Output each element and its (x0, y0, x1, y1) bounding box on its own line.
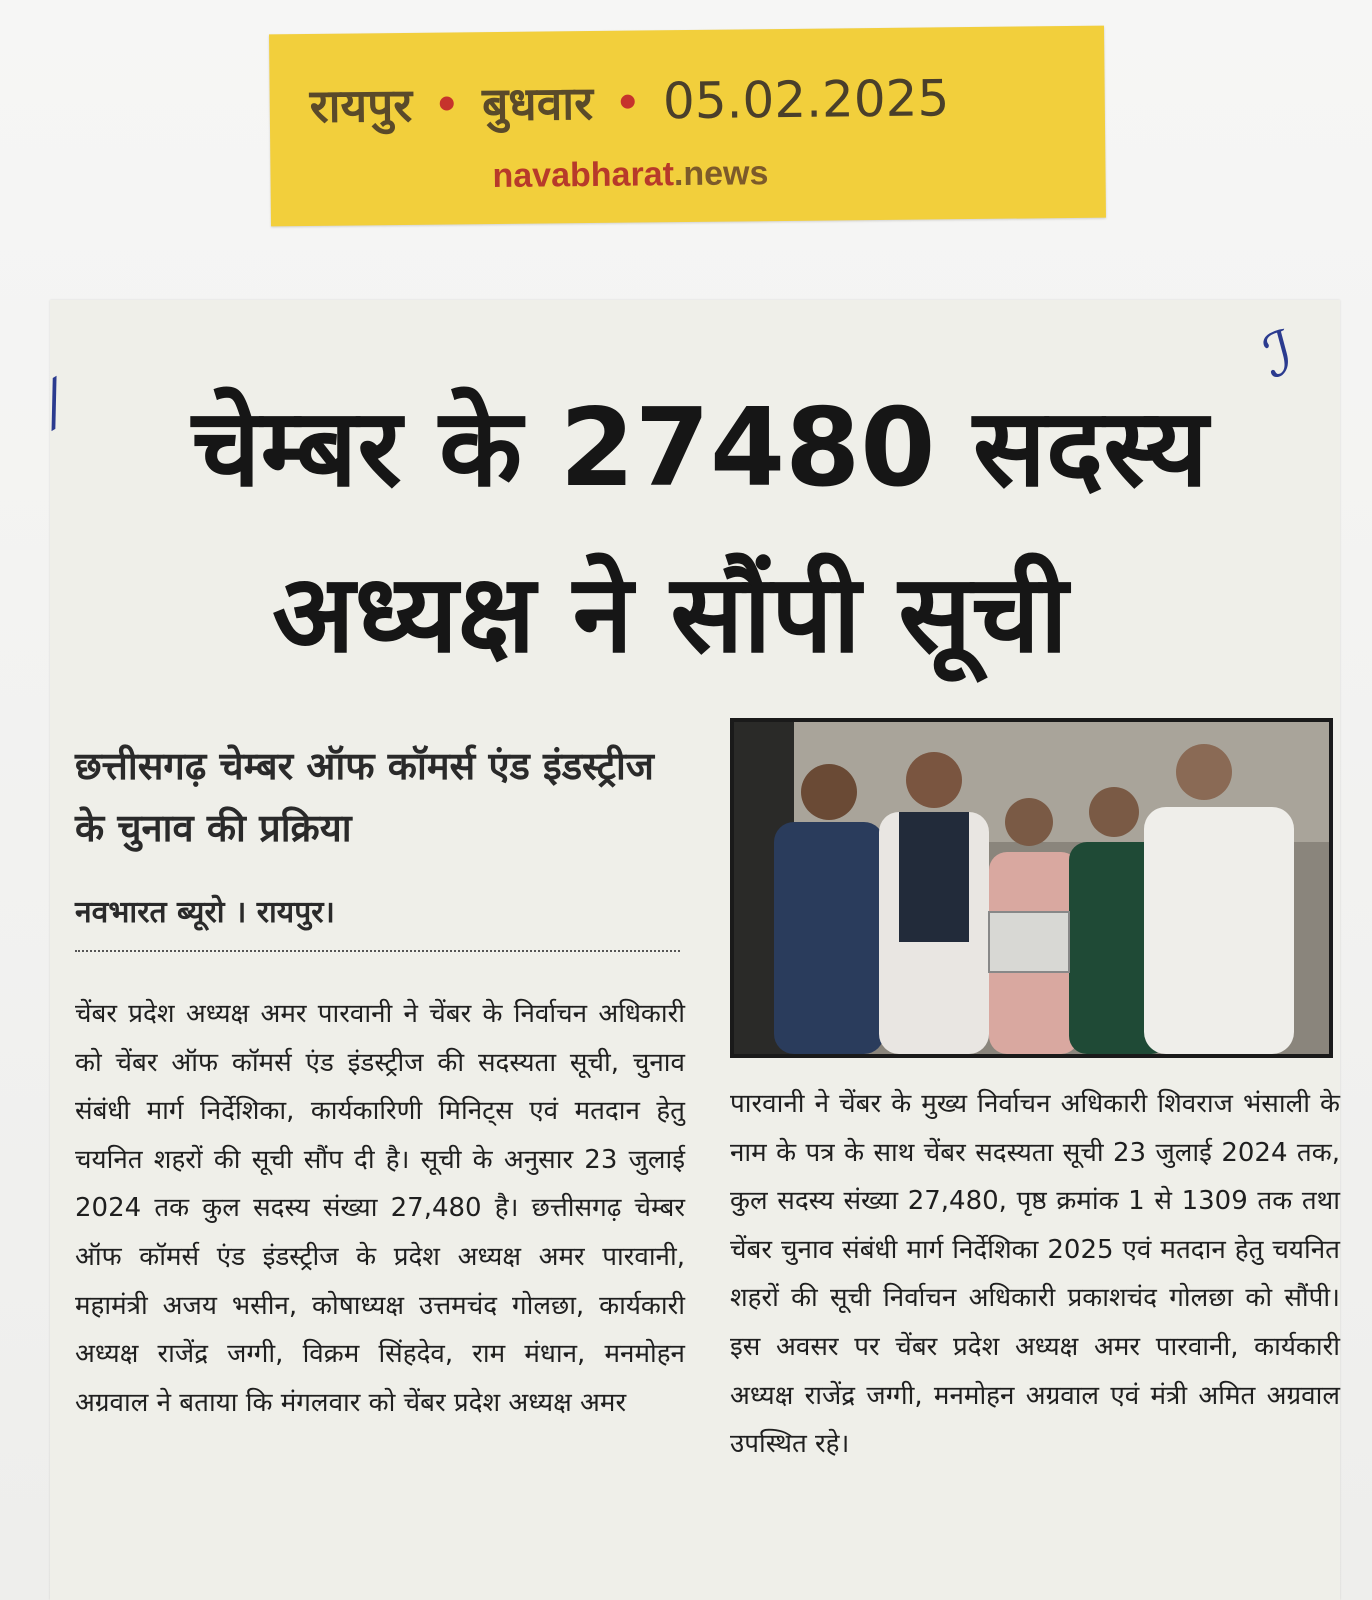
masthead-day: बुधवार (481, 75, 594, 132)
byline-divider (75, 950, 680, 952)
article-column-2: पारवानी ने चेंबर के मुख्य निर्वाचन अधिकारी शिवराज भंसाली के नाम के पत्र के साथ चेंबर सदस्यता सूची 23 जुलाई 2024 तक, कुल सदस्य संख्या 27,480, पृष्ठ क्रमांक 1 से 1309 तक तथा चेंबर चुनाव संबंधी मार्ग निर्देशिका 2025 एवं मतदान हेतु चयनित शहरों की सूची निर्वाचन अधिकारी प्रकाशचंद गोलछा को सौंपी। इस अवसर पर चेंबर प्रदेश अध्यक्ष अमर पारवानी, कार्यकारी अध्यक्ष राजेंद्र जग्गी, मनमोहन अग्रवाल एवं मंत्री अमित अग्रवाल उपस्थित रहे। (730, 1089, 1340, 1460)
bullet-dot-icon (440, 96, 454, 110)
masthead-dateline (309, 66, 1070, 136)
bullet-dot-icon (621, 95, 635, 109)
pen-mark-icon: ℐ (1256, 317, 1302, 393)
byline: नवभारत ब्यूरो । रायपुर। (75, 895, 335, 930)
article-clipping (33, 300, 1340, 1600)
website-suffix: .news (673, 154, 769, 194)
masthead-city: रायपुर (309, 77, 413, 133)
article-photo (730, 718, 1333, 1058)
pen-mark-icon: ⁄ (33, 372, 77, 438)
subheadline: छत्तीसगढ़ चेम्बर ऑफ कॉमर्स एंड इंडस्ट्रीज के चुनाव की प्रक्रिया (75, 744, 654, 850)
article-column-1: चेंबर प्रदेश अध्यक्ष अमर पारवानी ने चेंबर के निर्वाचन अधिकारी को चेंबर ऑफ कॉमर्स एंड इंडस्ट्रीज की सदस्यता सूची, चुनाव संबंधी मार्ग निर्देशिका, कार्यकारिणी मिनिट्स एवं मतदान हेतु चयनित शहरों की सूची सौंप दी है। सूची के अनुसार 23 जुलाई 2024 तक कुल सदस्य संख्या 27,480 है। छत्तीसगढ़ चेम्बर ऑफ कॉमर्स एंड इंडस्ट्रीज के प्रदेश अध्यक्ष अमर पारवानी, महामंत्री अजय भसीन, कोषाध्यक्ष उत्तमचंद गोलछा, कार्यकारी अध्यक्ष राजेंद्र जग्गी, विक्रम सिंहदेव, राम मंधान, मनमोहन अग्रवाल ने बताया कि मंगलवार को चेंबर प्रदेश अध्यक्ष अमर (75, 999, 685, 1418)
group-photo-illustration (734, 722, 1329, 1054)
masthead-date: 05.02.2025 (662, 69, 950, 131)
masthead-strip (269, 26, 1106, 227)
headline-line-1: चेम्बर के 27480 सदस्य (191, 386, 1208, 511)
masthead-website (492, 154, 768, 196)
website-name: navabharat (492, 155, 675, 196)
headline-line-2: अध्यक्ष ने सौंपी सूची (272, 552, 1068, 677)
